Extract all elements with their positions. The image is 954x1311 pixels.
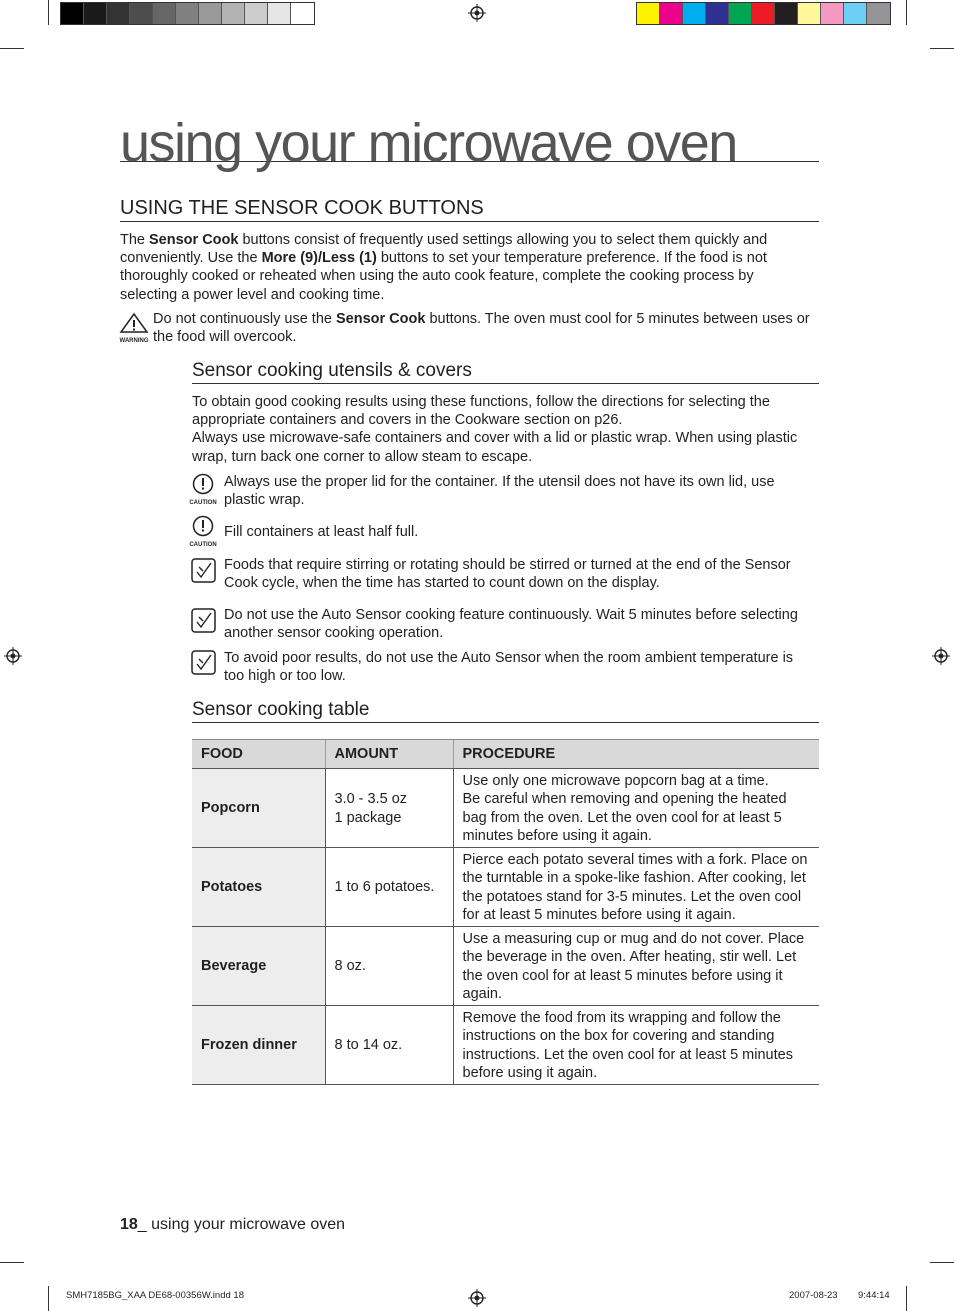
sensor-cook-term: Sensor Cook [149,232,239,248]
column-header: FOOD [192,740,325,769]
sensor-cook-term: Sensor Cook [335,311,426,327]
caution-text: Fill containers at least half full. [224,524,419,540]
color-swatch [729,3,752,24]
color-swatch [637,3,660,24]
crop-mark [906,1286,907,1311]
color-swatch [61,3,84,24]
color-swatch [821,3,844,24]
more-less-term: More (9)/Less (1) [261,250,377,267]
page-title [120,110,819,173]
color-swatch [844,3,867,24]
amount-cell [325,769,453,848]
color-swatch [245,3,268,24]
page-footer-label: _ using your microwave oven [137,1216,346,1233]
procedure-cell [453,769,819,848]
note-text: Foods that require stirring or rotating should be stirred or turned at the end of the Sensor Cook cycle, when the time has started to count down on the display. [224,557,791,592]
color-swatch [867,3,890,24]
utensils-heading: Sensor cooking utensils & covers [192,360,819,384]
table-row [192,848,819,927]
food-cell: Beverage [192,927,325,1006]
intro-paragraph [120,231,800,304]
color-swatch [176,3,199,24]
color-swatch [291,3,314,24]
note-text: Do not use the Auto Sensor cooking feature continuously. Wait 5 minutes before selecting another sensor cooking operation. [224,607,798,642]
amount-cell: 1 to 6 potatoes. [325,848,453,927]
procedure-line: Use only one microwave popcorn bag at a time. [462,773,769,790]
amount-cell: 8 to 14 oz. [325,1006,453,1085]
color-swatch [84,3,107,24]
color-swatch [199,3,222,24]
color-swatch [268,3,291,24]
caution-icon [186,515,220,549]
color-swatch [130,3,153,24]
color-swatch [752,3,775,24]
registration-mark-icon [4,647,22,665]
slug-date: 2007-08-23 [789,1290,838,1301]
color-swatch [798,3,821,24]
page-footer [120,1216,345,1234]
amount-cell: 8 oz. [325,927,453,1006]
food-cell: Popcorn [192,769,325,848]
slug-time: 9:44:14 [858,1290,890,1301]
color-swatch [683,3,706,24]
table-row [192,1006,819,1085]
note-pencil-icon [191,650,216,675]
color-swatch [660,3,683,24]
food-cell: Potatoes [192,848,325,927]
color-swatch [153,3,176,24]
caution-label: CAUTION [189,500,217,506]
utensils-text: To obtain good cooking results using these functions, follow the directions for selecting the appropriate containers and covers in the Cookware section on p26. [192,394,770,429]
warning-text-part: buttons. The oven must cool for 5 minutes between uses or the food will overcook. [153,311,810,346]
crop-mark [930,1262,954,1263]
warning-icon [115,312,153,346]
color-swatch [706,3,729,24]
crop-mark [0,48,24,49]
page-title-text: using your microwave oven [120,113,737,173]
color-swatch [775,3,798,24]
table-row [192,927,819,1006]
registration-mark-icon [468,1289,486,1307]
gray-color-bar [60,2,315,25]
note-pencil-icon [191,558,216,583]
registration-mark-icon [468,4,486,22]
crop-mark [0,1262,24,1263]
utensils-paragraph [192,393,812,466]
note-text: To avoid poor results, do not use the Auto Sensor when the room ambient temperature is too high or too low. [224,650,794,685]
procedure-cell: Use a measuring cup or mug and do not cover. Place the beverage in the oven. After heating, stir well. Let the oven cool for at least 5 minutes before using it again. [453,927,819,1006]
column-header: AMOUNT [325,740,453,769]
section-heading: USING THE SENSOR COOK BUTTONS [120,197,819,222]
intro-text: The [120,232,150,248]
column-header: PROCEDURE [453,740,819,769]
utensils-text: Always use microwave-safe containers and cover with a lid or plastic wrap. When using plastic wrap, turn back one corner to allow steam to escape. [192,430,798,465]
page-number: 18 [120,1216,138,1233]
note-pencil-icon [191,608,216,633]
crop-mark [930,48,954,49]
table-heading: Sensor cooking table [192,699,819,723]
procedure-line: Be careful when removing and opening the heated bag from the oven. Let the oven cool for at least 5 minutes before using it again. [462,791,787,844]
caution-text: Always use the proper lid for the container. If the utensil does not have its own lid, use plastic wrap. [224,474,775,509]
caution-label: CAUTION [189,542,217,548]
food-cell: Frozen dinner [192,1006,325,1085]
amount-line: 1 package [334,809,402,826]
sensor-cooking-table [192,739,819,1085]
intro-text: buttons to set your temperature preference. If the food is not thoroughly cooked or reheated when using the auto cook feature, complete the cooking process by selecting a power level and cooking time. [120,250,767,303]
procedure-cell: Pierce each potato several times with a fork. Place on the turntable in a spoke-like fashion. After cooking, let the potatoes stand for 3-5 minutes. Let the oven cool for at least 5 minutes before using it again. [453,848,819,927]
warning-text-part: Do not continuously use the [153,311,336,327]
warning-text [153,310,813,346]
warning-label: WARNING [119,338,149,344]
slug-file: SMH7185BG_XAA DE68-00356W.indd 18 [66,1290,244,1301]
table-row [192,769,819,848]
crop-mark [906,0,907,25]
color-swatch [107,3,130,24]
intro-text: buttons consist of frequently used settings allowing you to select them quickly and conveniently. Use the [120,232,768,267]
crop-mark [48,1286,49,1311]
crop-mark [48,0,49,25]
registration-mark-icon [932,647,950,665]
process-color-bar [636,2,891,25]
procedure-cell: Remove the food from its wrapping and follow the instructions on the box for covering and standing instructions. Let the oven cool for at least 5 minutes before using it again. [453,1006,819,1085]
caution-icon [186,473,220,507]
amount-line: 3.0 - 3.5 oz [334,791,408,808]
color-swatch [222,3,245,24]
